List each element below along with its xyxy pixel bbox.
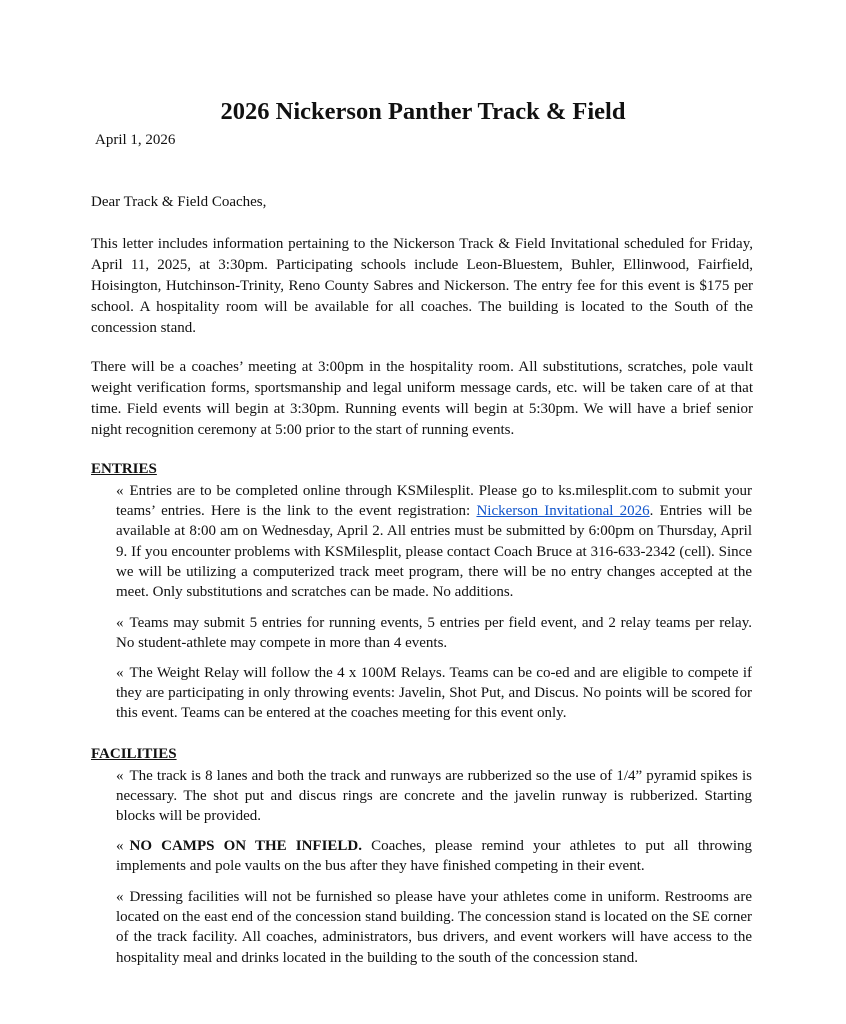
bullet-mark: «: [116, 665, 124, 681]
entries-heading: ENTRIES: [91, 461, 157, 477]
facilities-bullet-track: [116, 766, 752, 827]
bullet-mark: «: [116, 889, 124, 905]
intro-paragraph-event-info: This letter includes information pertaining to the Nickerson Track & Field Invitational scheduled for Friday, April 11, 2025, at 3:30pm. Participating schools include Leon-Bluestem, Buhler, Ellinwood, Fairfield, Hoisington, Hutchinson-Trinity, Reno County Sabres and Nickerson. The entry fee for this event is $175 per school. A hospitality room will be available for all coaches. The building is located to the South of the concession stand.: [91, 236, 753, 336]
entries-bullet-weight-relay-text: The Weight Relay will follow the 4 x 100M Relays. Teams can be co-ed and are eligible to compete if they are participating in only throwing events: Javelin, Shot Put, and Discus. No points will be scored for this event. Teams can be entered at the coaches meeting for this event only.: [116, 665, 752, 722]
bullet-mark: «: [116, 768, 124, 784]
intro-paragraph-coaches-meeting: There will be a coaches’ meeting at 3:00pm in the hospitality room. All substitutions, scratches, pole vault weight verification forms, sportsmanship and legal uniform message cards, etc. will be taken care of at that time. Field events will begin at 3:30pm. Running events will begin at 5:30pm. We will have a brief senior night recognition ceremony at 5:00 prior to the start of running events.: [91, 359, 753, 438]
salutation: Dear Track & Field Coaches,: [91, 194, 267, 210]
entries-bullet-limits-text: Teams may submit 5 entries for running events, 5 entries per field event, and 2 relay teams per relay. No student-athlete may compete in more than 4 events.: [116, 615, 752, 652]
entries-bullet-weight-relay: [116, 663, 752, 724]
facilities-heading: FACILITIES: [91, 746, 177, 762]
facilities-bullet-dressing: [116, 887, 752, 968]
entries-bullet-online-text-2: . Entries will be available at 8:00 am on Wednesday, April 2. All entries must be submitted by 6:00pm on Thursday, April 9. If you encounter problems with KSMilesplit, please contact Coach Bruce at 316-633-2342 (cell). Since we will be utilizing a computerized track meet program, there will be no entry changes accepted at the meet. Only substitutions and scratches can be made. No additions.: [116, 503, 753, 601]
entries-bullet-online: [116, 481, 752, 602]
bullet-mark: «: [116, 615, 124, 631]
letter-title: 2026 Nickerson Panther Track & Field: [220, 98, 626, 125]
facilities-bullet-infield: [116, 836, 752, 876]
facilities-bullet-track-text: The track is 8 lanes and both the track and runways are rubberized so the use of 1/4” pyramid spikes is necessary. The shot put and discus rings are concrete and the javelin runway is rubberized. Starting blocks will be provided.: [116, 768, 752, 825]
bullet-mark: «: [116, 838, 124, 854]
letter-date: April 1, 2026: [95, 132, 176, 148]
facilities-bullet-dressing-text: Dressing facilities will not be furnished so please have your athletes come in uniform. Restrooms are located on the east end of the concession stand building. The concession stand is located on the SE corner of the track facility. All coaches, administrators, bus drivers, and event workers will have access to the hospitality meal and drinks located in the building to the south of the concession stand.: [116, 889, 752, 966]
entries-bullet-limits: [116, 613, 752, 653]
no-camps-warning: NO CAMPS ON THE INFIELD.: [129, 838, 363, 854]
bullet-mark: «: [116, 483, 124, 499]
event-registration-link[interactable]: Nickerson Invitational 2026: [476, 503, 650, 520]
entries-bullet-online-text-1: Entries are to be completed online through KSMilesplit. Please go to ks.milesplit.com to submit your teams’ entries. Here is the link to the event registration:: [116, 483, 752, 520]
facilities-bullet-infield-text: Coaches, please remind your athletes to put all throwing implements and pole vaults on the bus after they have finished competing in their event.: [116, 838, 752, 875]
